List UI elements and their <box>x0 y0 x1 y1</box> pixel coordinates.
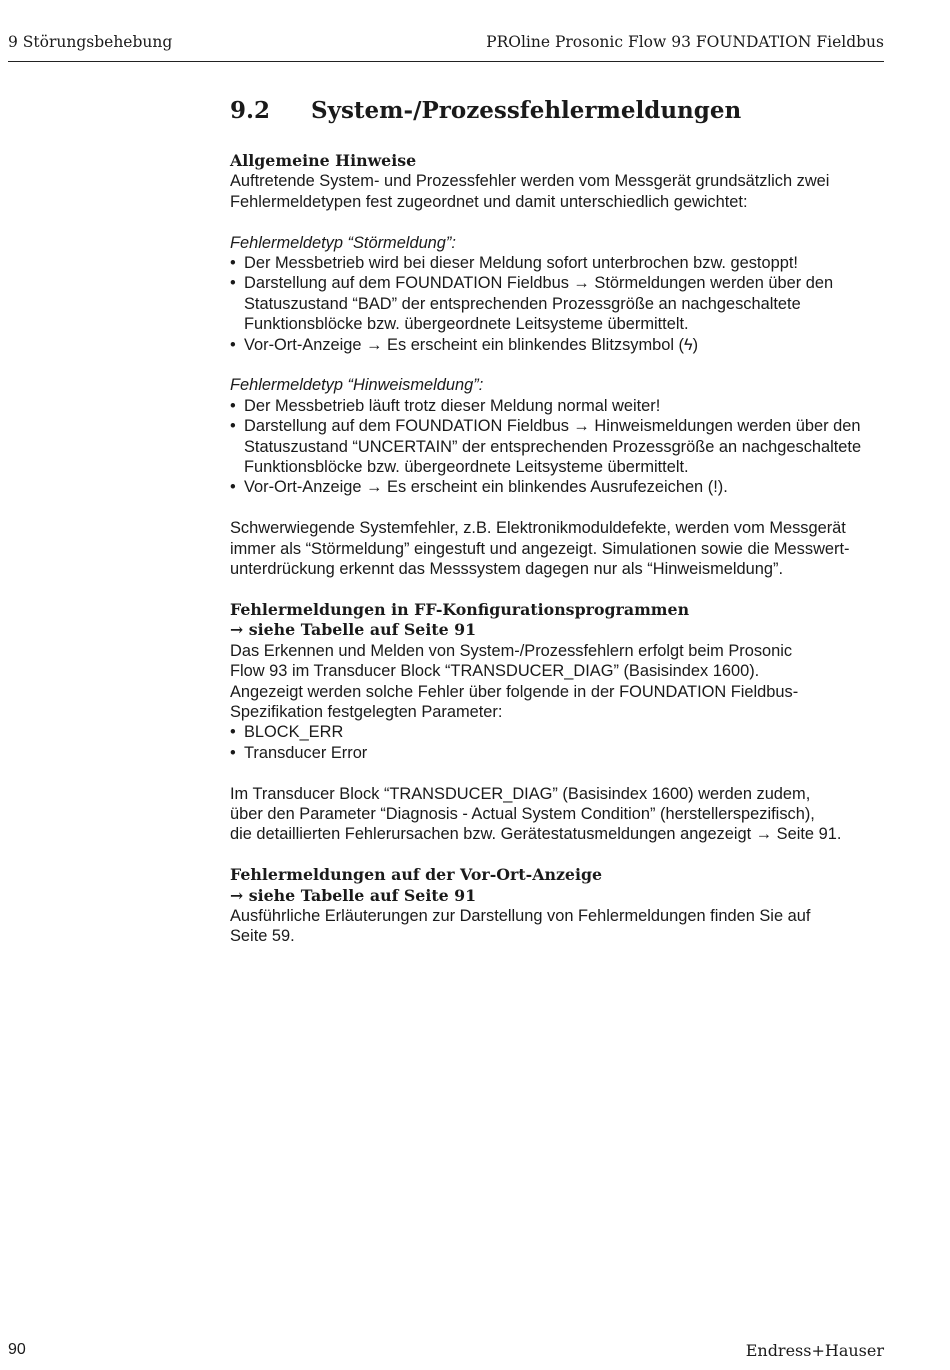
brand-logo: Endress+Hauser <box>745 1341 884 1360</box>
severe-line: immer als “Störmeldung” eingestuft und angezeigt. Simulationen sowie die Messwert- <box>230 539 850 558</box>
ff-line: die detaillierten Fehlerursachen bzw. Gerätestatusmeldungen angezeigt → Seite 91. <box>230 825 842 844</box>
severe-line: Schwerwiegende Systemfehler, z.B. Elektronikmoduldefekte, werden vom Messgerät <box>230 519 846 538</box>
hinweis-label: Fehlermeldetyp “Hinweismeldung”: <box>230 376 484 395</box>
hinweis-list <box>230 396 890 498</box>
list-item: • Der Messbetrieb läuft trotz dieser Meldung normal weiter! <box>230 396 890 416</box>
section-heading <box>230 96 890 126</box>
severe-line: unterdrückung erkennt das Messsystem dagegen nur als “Hinweismeldung”. <box>230 560 784 579</box>
list-item: • Darstellung auf dem FOUNDATION Fieldbus → Störmeldungen werden über den Statuszustand “BAD” der entsprechenden Prozessgröße an nachgeschaltete Funktionsblöcke bzw. übergeordnete Leitsysteme übermittelt. <box>230 273 890 334</box>
product-title: PROline Prosonic Flow 93 FOUNDATION Fieldbus <box>486 33 884 51</box>
ff-parameter-list <box>230 722 890 763</box>
general-heading: Allgemeine Hinweise <box>230 151 417 170</box>
list-item: • Der Messbetrieb wird bei dieser Meldung sofort unterbrochen bzw. gestoppt! <box>230 253 890 273</box>
ff-reference: → siehe Tabelle auf Seite 91 <box>230 620 477 640</box>
page-header <box>8 31 884 62</box>
list-item: • Vor-Ort-Anzeige → Es erscheint ein blinkendes Ausrufezeichen (!). <box>230 477 890 497</box>
list-item: • Vor-Ort-Anzeige → Es erscheint ein blinkendes Blitzsymbol (ϟ) <box>230 335 890 355</box>
ff-heading: Fehlermeldungen in FF-Konfigurationsprogrammen <box>230 599 690 619</box>
ff-line: Flow 93 im Transducer Block “TRANSDUCER_DIAG” (Basisindex 1600). <box>230 662 760 681</box>
general-line: Fehlermeldetypen fest zugeordnet und damit unterschiedlich gewichtet: <box>230 192 748 211</box>
main-content <box>230 96 890 947</box>
local-heading: Fehlermeldungen auf der Vor-Ort-Anzeige <box>230 865 603 885</box>
local-line: Seite 59. <box>230 927 295 946</box>
section-title: System-/Prozessfehlermeldungen <box>311 97 742 124</box>
list-item: • Darstellung auf dem FOUNDATION Fieldbus → Hinweismeldungen werden über den Statuszustand “UNCERTAIN” der entsprechenden Prozessgröße an nachgeschaltete Funktionsblöcke bzw. übergeordnete Leitsysteme übermittelt. <box>230 416 890 477</box>
local-line: Ausführliche Erläuterungen zur Darstellung von Fehlermeldungen finden Sie auf <box>230 906 811 925</box>
ff-line: Spezifikation festgelegten Parameter: <box>230 702 503 721</box>
list-item: • Transducer Error <box>230 743 890 763</box>
general-line: Auftretende System- und Prozessfehler werden vom Messgerät grundsätzlich zwei <box>230 172 830 191</box>
ff-line: Angezeigt werden solche Fehler über folgende in der FOUNDATION Fieldbus- <box>230 682 799 701</box>
list-item: • BLOCK_ERR <box>230 722 890 742</box>
chapter-title: 9 Störungsbehebung <box>8 33 173 51</box>
stoer-label: Fehlermeldetyp “Störmeldung”: <box>230 233 456 252</box>
ff-line: Das Erkennen und Melden von System-/Prozessfehlern erfolgt beim Prosonic <box>230 641 793 660</box>
ff-line: Im Transducer Block “TRANSDUCER_DIAG” (Basisindex 1600) werden zudem, <box>230 784 811 803</box>
stoer-list <box>230 253 890 355</box>
local-reference: → siehe Tabelle auf Seite 91 <box>230 885 477 905</box>
section-number: 9.2 <box>230 97 271 124</box>
page-number: 90 <box>8 1341 26 1358</box>
ff-line: über den Parameter “Diagnosis - Actual System Condition” (herstellerspezifisch), <box>230 804 815 823</box>
